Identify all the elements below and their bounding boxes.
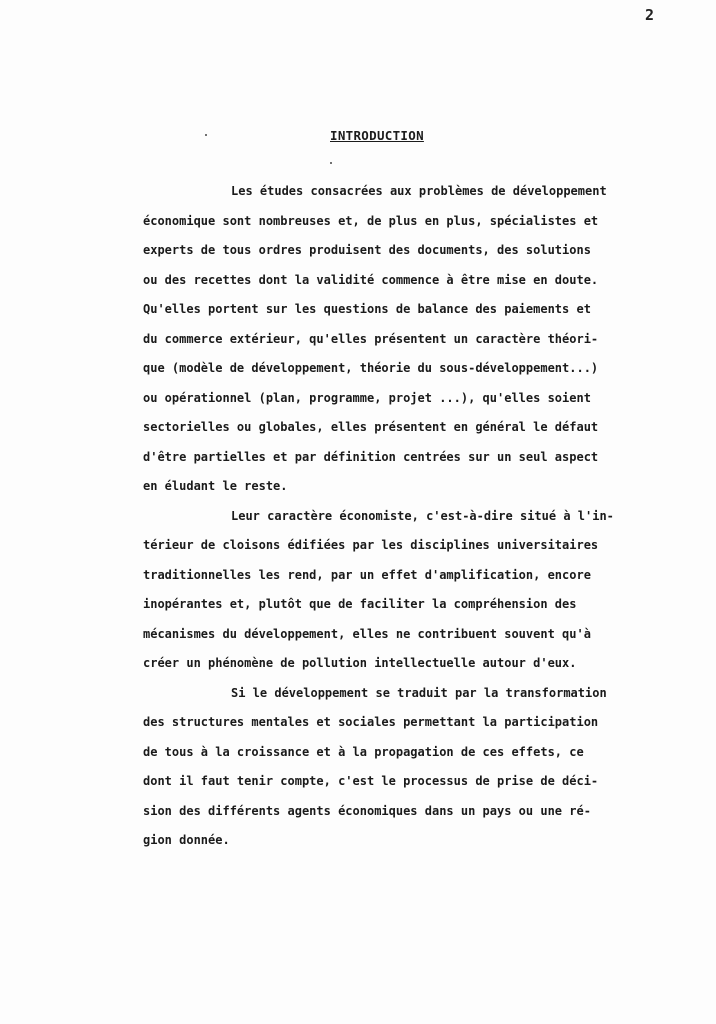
paragraph-1-line-8: ou opérationnel (plan, programme, projet ...), qu'elles soient (143, 390, 591, 405)
paragraph-1-line-10: d'être partielles et par définition centrées sur un seul aspect (143, 449, 599, 464)
paragraph-2-line-4: inopérantes et, plutôt que de faciliter la compréhension des (143, 597, 577, 611)
paragraph-1-line-1: Les études consacrées aux problèmes de développement (231, 184, 607, 198)
paragraph-1-line-3: experts de tous ordres produisent des documents, des solutions (143, 243, 591, 257)
paragraph-3-line-5: sion des différents agents économiques dans un pays ou une ré- (143, 803, 591, 818)
section-title: INTRODUCTION (330, 128, 424, 143)
paragraph-1-line-11: en éludant le reste. (143, 479, 288, 493)
paragraph-1-line-4: ou des recettes dont la validité commence à être mise en doute. (143, 272, 599, 287)
paragraph-2-line-5: mécanismes du développement, elles ne contribuent souvent qu'à (143, 626, 591, 641)
paragraph-1-line-2: économique sont nombreuses et, de plus en plus, spécialistes et (143, 213, 599, 228)
paragraph-1-line-7: que (modèle de développement, théorie du sous-développement...) (143, 361, 599, 375)
paragraph-2-line-6: créer un phénomène de pollution intellectuelle autour d'eux. (143, 656, 577, 670)
paragraph-2-line-1: Leur caractère économiste, c'est-à-dire situé à l'in- (231, 508, 614, 523)
paragraph-3-line-1: Si le développement se traduit par la transformation (231, 685, 607, 700)
ink-speck (205, 134, 207, 136)
paragraph-3-line-4: dont il faut tenir compte, c'est le processus de prise de déci- (143, 774, 599, 788)
paragraph-1-line-6: du commerce extérieur, qu'elles présentent un caractère théori- (143, 331, 599, 346)
paragraph-1-line-9: sectorielles ou globales, elles présentent en général le défaut (143, 420, 599, 434)
paragraph-3-line-3: de tous à la croissance et à la propagation de ces effets, ce (143, 744, 584, 759)
paragraph-3-line-2: des structures mentales et sociales permettant la participation (143, 715, 599, 729)
paragraph-2-line-2: térieur de cloisons édifiées par les disciplines universitaires (143, 538, 599, 552)
paragraph-3-line-6: gion donnée. (143, 833, 230, 847)
body-text (143, 183, 701, 862)
ink-speck (330, 162, 332, 164)
paragraph-1-line-5: Qu'elles portent sur les questions de balance des paiements et (143, 302, 591, 316)
page-number: 2 (645, 6, 655, 24)
paragraph-2-line-3: traditionnelles les rend, par un effet d'amplification, encore (143, 567, 591, 582)
